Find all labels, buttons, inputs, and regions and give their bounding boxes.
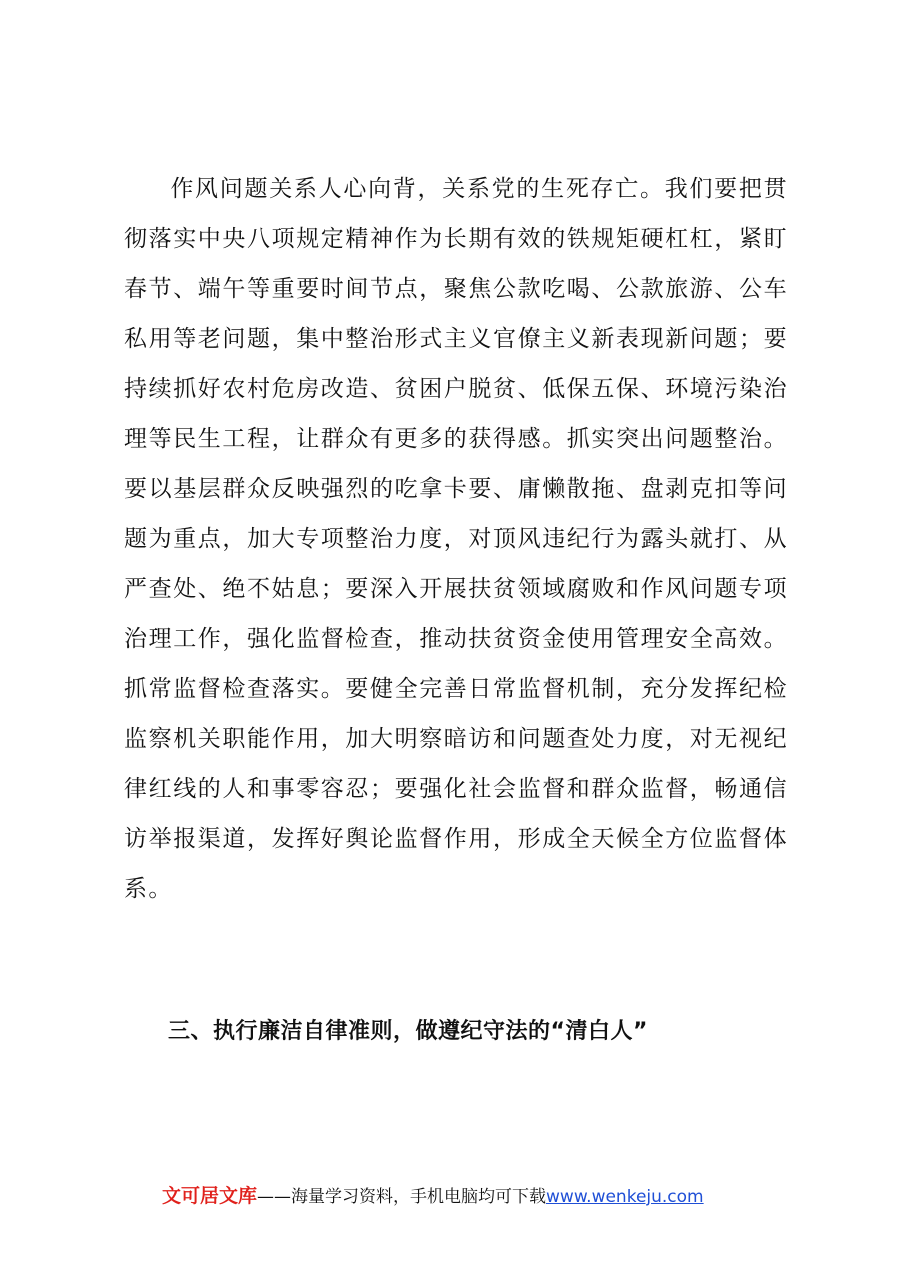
footer-tagline: ——海量学习资料，手机电脑均可下载: [257, 1187, 547, 1207]
footer-website-link[interactable]: www.wenkeju.com: [546, 1187, 704, 1207]
paragraph-text: 作风问题关系人心向背，关系党的生死存亡。我们要把贯彻落实中央八项规定精神作为长期有效的铁规矩硬杠杠，紧盯春节、端午等重要时间节点，聚焦公款吃喝、公款旅游、公车私用等老问题，集中整治形式主义官僚主义新表现新问题；要持续抓好农村危房改造、贫困户脱贫、低保五保、环境污染治理等民生工程，让群众有更多的获得感。抓实突出问题整治。要以基层群众反映强烈的吃拿卡要、庸懒散拖、盘剥克扣等问题为重点，加大专项整治力度，对顶风违纪行为露头就打、从严查处、绝不姑息；要深入开展扶贫领域腐败和作风问题专项治理工作，强化监督检查，推动扶贫资金使用管理安全高效。抓常监督检查落实。要健全完善日常监督机制，充分发挥纪检监察机关职能作用，加大明察暗访和问题查处力度，对无视纪律红线的人和事零容忍；要强化社会监督和群众监督，畅通信访举报渠道，发挥好舆论监督作用，形成全天候全方位监督体系。: [124, 176, 788, 902]
footer-banner: [162, 1182, 704, 1211]
body-paragraph: [124, 164, 788, 914]
section-heading: 三、执行廉洁自律准则，做遵纪守法的“清白人”: [168, 1019, 648, 1044]
footer-brand: 文可居文库: [162, 1185, 258, 1207]
